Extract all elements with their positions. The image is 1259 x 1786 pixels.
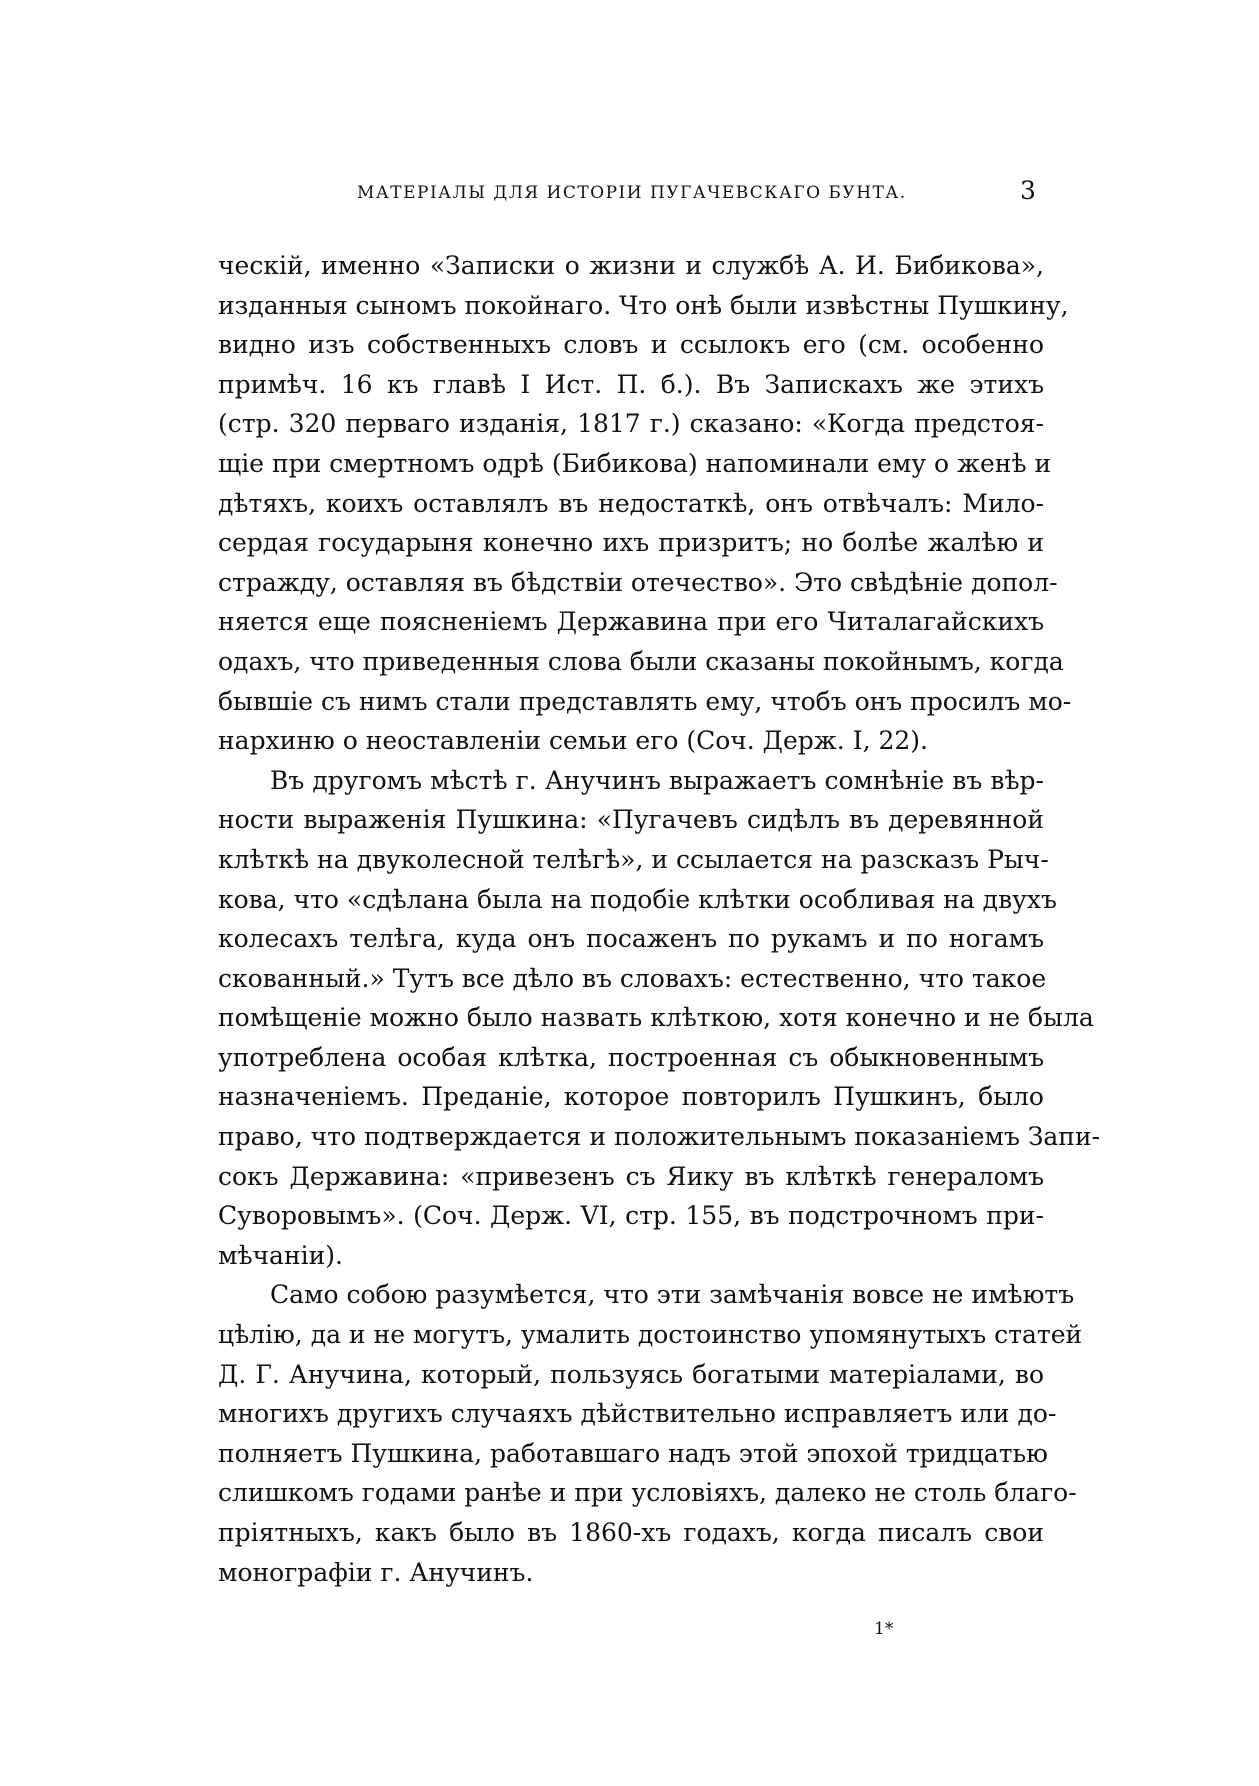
running-title: МАТЕРІАЛЫ ДЛЯ ИСТОРІИ ПУГАЧЕВСКАГО БУНТА. xyxy=(357,183,907,203)
paragraph xyxy=(218,246,1072,761)
text-line: слишкомъ годами ранѣе и при условіяхъ, далеко не столь благо- xyxy=(218,1478,1077,1508)
text-line: ности выраженія Пушкина: «Пугачевъ сидѣлъ въ деревянной xyxy=(218,805,1044,835)
page-number: 3 xyxy=(1020,176,1036,205)
text-line: полняетъ Пушкина, работавшаго надъ этой эпохой тридцатью xyxy=(218,1438,1048,1468)
text-line: назначеніемъ. Преданіе, которое повторилъ Пушкинъ, было xyxy=(218,1082,1044,1112)
text-line: многихъ другихъ случаяхъ дѣйствительно исправляетъ или до- xyxy=(218,1399,1057,1429)
text-line: (стр. 320 перваго изданія, 1817 г.) сказано: «Когда предстоя- xyxy=(218,409,1044,439)
text-line: право, что подтверждается и положительнымъ показаніемъ Запи- xyxy=(218,1122,1101,1152)
text-line: мѣчаніи). xyxy=(218,1240,343,1270)
paragraph xyxy=(218,761,1101,1276)
text-line: ческій, именно «Записки о жизни и службѣ А. И. Бибикова», xyxy=(218,251,1044,280)
text-line: стражду, оставляя въ бѣдствіи отечество». Это свѣдѣніе допол- xyxy=(218,567,1058,597)
text-line: дѣтяхъ, коихъ оставлялъ въ недостаткѣ, онъ отвѣчалъ: Мило- xyxy=(218,488,1044,518)
text-line: примѣч. 16 къ главѣ I Ист. П. б.). Въ Запискахъ же этихъ xyxy=(218,369,1044,399)
text-line: пріятныхъ, какъ было въ 1860-хъ годахъ, когда писалъ свои xyxy=(218,1518,1044,1547)
text-line: кова, что «сдѣлана была на подобіе клѣтки особливая на двухъ xyxy=(218,884,1057,914)
body-text xyxy=(218,246,1101,1592)
signature-mark: 1* xyxy=(874,1619,894,1639)
text-line: Д. Г. Анучина, который, пользуясь богатыми матеріалами, во xyxy=(218,1359,1044,1389)
text-line: одахъ, что приведенныя слова были сказаны покойнымъ, когда xyxy=(218,646,1064,676)
text-line: клѣткѣ на двуколесной телѣгѣ», и ссылается на разсказъ Рыч- xyxy=(218,844,1049,874)
text-line: употреблена особая клѣтка, построенная съ обыкновеннымъ xyxy=(218,1042,1044,1072)
text-line: видно изъ собственныхъ словъ и ссылокъ его (см. особенно xyxy=(218,330,1044,360)
text-line: няется еще поясненіемъ Державина при его Читалагайскихъ xyxy=(218,607,1044,637)
text-line: щіе при смертномъ одрѣ (Бибикова) напоминали ему о женѣ и xyxy=(218,448,1052,478)
text-line: бывшіе съ нимъ стали представлять ему, чтобъ онъ просилъ мо- xyxy=(218,686,1072,716)
text-line: монографіи г. Анучинъ. xyxy=(218,1557,534,1587)
text-line: сердая государыня конечно ихъ призритъ; но болѣе жалѣю и xyxy=(218,528,1044,558)
text-line: колесахъ телѣга, куда онъ посаженъ по рукамъ и по ногамъ xyxy=(218,924,1044,954)
text-line: Суворовымъ». (Соч. Держ. VI, стр. 155, въ подстрочномъ при- xyxy=(218,1201,1044,1231)
text-line: Въ другомъ мѣстѣ г. Анучинъ выражаетъ сомнѣніе въ вѣр- xyxy=(270,765,1044,795)
text-line: нархиню о неоставленіи семьи его (Соч. Держ. I, 22). xyxy=(218,726,928,756)
text-line: Само собою разумѣется, что эти замѣчанія вовсе не имѣютъ xyxy=(270,1280,1075,1310)
text-line: цѣлію, да и не могутъ, умалить достоинство упомянутыхъ статей xyxy=(218,1320,1083,1350)
text-line: скованный.» Тутъ все дѣло въ словахъ: естественно, что такое xyxy=(218,963,1047,993)
text-line: помѣщеніе можно было назвать клѣткою, хотя конечно и не была xyxy=(218,1003,1094,1033)
text-line: изданныя сыномъ покойнаго. Что онѣ были извѣстны Пушкину, xyxy=(218,290,1069,320)
paragraph xyxy=(218,1275,1083,1592)
text-line: сокъ Державина: «привезенъ съ Яику въ клѣткѣ генераломъ xyxy=(218,1161,1044,1191)
